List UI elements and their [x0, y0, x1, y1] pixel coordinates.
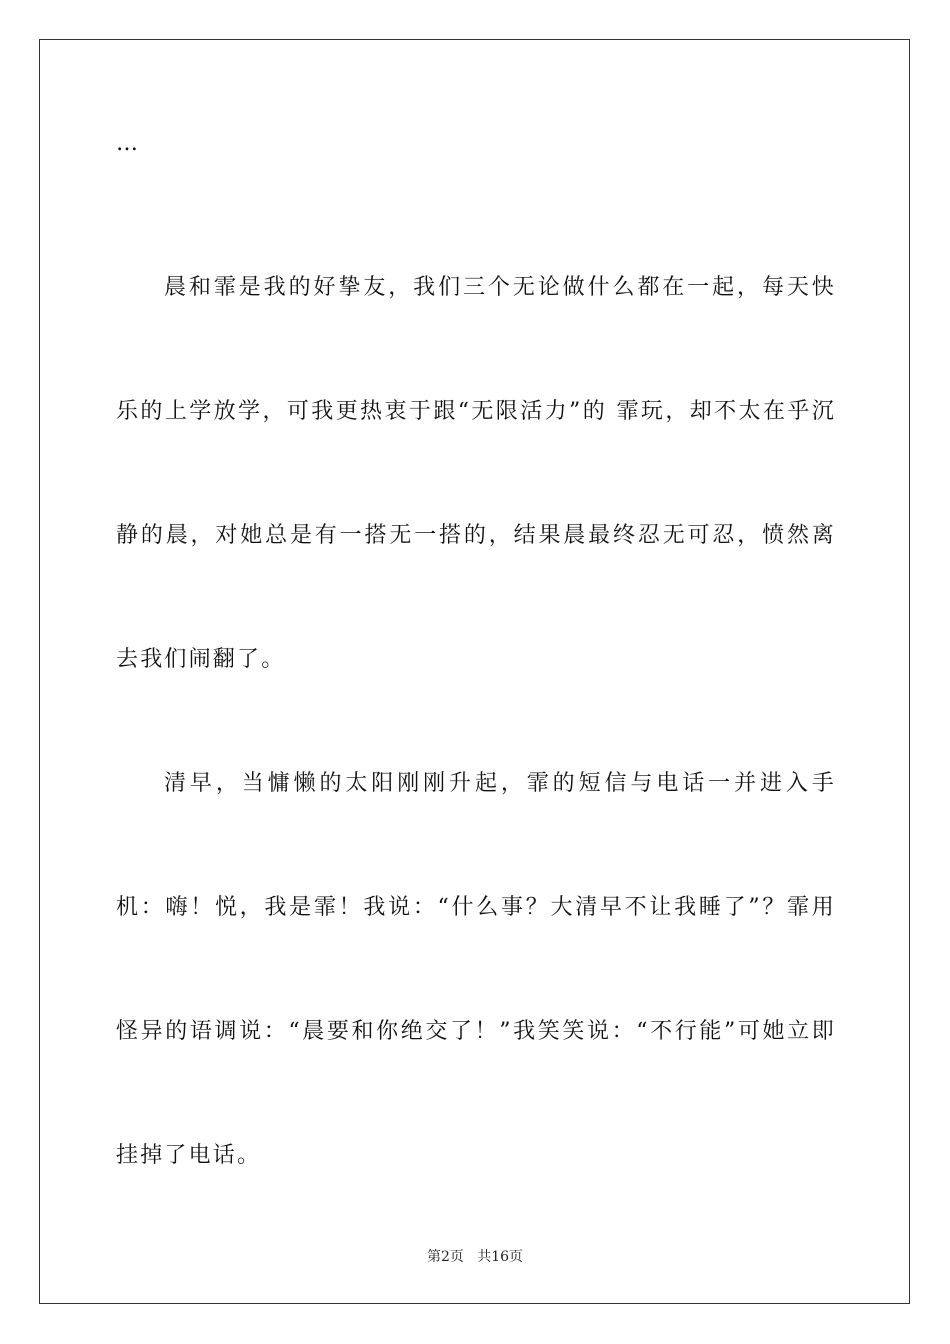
paragraph-2: 清早，当慵懒的太阳刚刚升起，霏的短信与电话一并进入手机：嗨！悦，我是霏！我说：“什么事？大清早不让我睡了”？霏用怪异的语调说：“晨要和你绝交了！”我笑笑说：“不行能”可她立即挂掉了电话。 [116, 771, 836, 1168]
page-number-footer: 第2页 共16页 [426, 1249, 524, 1265]
paragraph-1: 晨和霏是我的好挚友，我们三个无论做什么都在一起，每天快乐的上学放学，可我更热衷于跟“无限活力”的 霏玩，却不太在乎沉静的晨，对她总是有一搭无一搭的，结果晨最终忍无可忍，愤然离去我们闹翻了。 [116, 275, 836, 672]
document-body [116, 118, 836, 1218]
continuation-ellipsis: … [116, 131, 138, 156]
paragraph-spacer [116, 170, 836, 226]
